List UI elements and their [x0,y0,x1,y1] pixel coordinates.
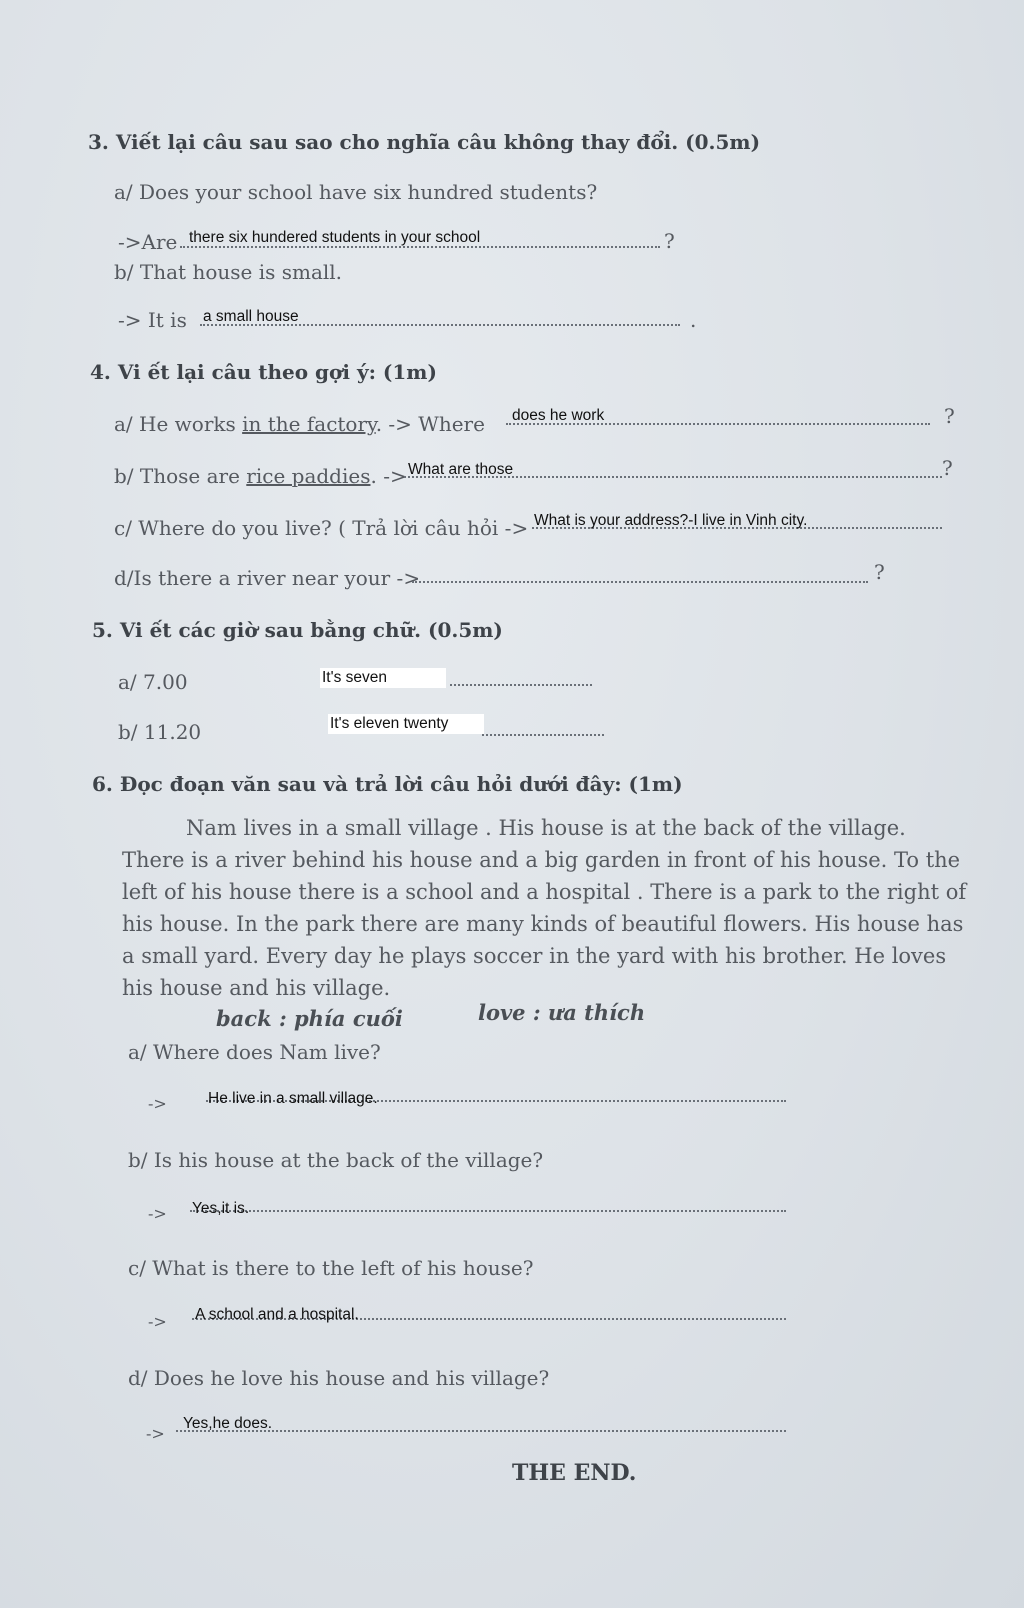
q5b-answer-line [482,734,604,736]
q4-heading: 4. Vi ết lại câu theo gợi ý: (1m) [90,360,437,384]
q5b-answer: It's eleven twenty [328,714,484,734]
q5-heading: 5. Vi ết các giờ sau bằng chữ. (0.5m) [92,618,503,642]
q6b-arrow: -> [148,1204,167,1223]
q5b-time: b/ 11.20 [118,720,202,744]
the-end-label: THE END. [512,1460,637,1486]
q4c-answer: What is your address?-I live in Vinh city. [534,512,808,529]
q3b-suffix: . [690,308,697,332]
q6c-answer: A school and a hospital. [195,1306,359,1323]
q6a-answer: He live in a small village. [208,1090,378,1107]
q4a-suffix: ? [944,404,955,428]
q3a-question: a/ Does your school have six hundred students? [114,180,598,204]
q5a-answer: It's seven [320,668,446,688]
q4b-suffix: ? [942,456,953,480]
q4b-question: b/ Those are rice paddies. -> [114,464,407,488]
q3b-prefix: -> It is [118,308,187,332]
q6c-arrow: -> [148,1312,167,1331]
passage-text: Nam lives in a small village . His house is at the back of the village. There is a river behind his house and a big garden in front of his house. To the left of his house there is a school and a hospital . There is a park to the right of his house. In the park there are many kinds of beautiful flowers. His house has a small yard. Every day he plays soccer in the yard with his brother. He loves his house and his village. [122,816,967,1000]
q4d-question: d/Is there a river near your -> [114,566,421,590]
q4c-question: c/ Where do you live? ( Trả lời câu hỏi -> [114,516,529,540]
q3b-question: b/ That house is small. [114,260,343,284]
reading-passage [122,812,972,1004]
q6a-arrow: -> [148,1094,167,1113]
q3a-suffix: ? [664,229,675,253]
q6-heading: 6. Đọc đoạn văn sau và trả lời câu hỏi dưới đây: (1m) [92,772,683,796]
q3b-answer: a small house [203,308,299,325]
q3a-answer: there six hundered students in your school [189,229,481,246]
q3a-prefix: ->Are [118,230,178,254]
q3-heading: 3. Viết lại câu sau sao cho nghĩa câu không thay đổi. (0.5m) [88,130,761,154]
gloss-back: back : phía cuối [216,1006,403,1031]
q4a-question: a/ He works in the factory. -> Where [114,412,485,436]
q5a-answer-line [450,684,592,686]
q6b-answer: Yes,it is. [192,1200,250,1217]
q6d-question: d/ Does he love his house and his village? [128,1366,550,1390]
q6d-answer: Yes,he does. [183,1415,273,1432]
q6d-arrow: -> [146,1424,165,1443]
q6b-question: b/ Is his house at the back of the village? [128,1148,544,1172]
q5a-time: a/ 7.00 [118,670,188,694]
gloss-love: love : ưa thích [478,1000,646,1025]
q4d-suffix: ? [874,560,885,584]
q4a-answer: does he work [512,407,605,424]
q6c-question: c/ What is there to the left of his house? [128,1256,534,1280]
q6a-question: a/ Where does Nam live? [128,1040,381,1064]
q4b-answer: What are those [408,461,514,478]
q6b-answer-line [190,1210,786,1212]
q4d-answer-line [412,581,868,583]
